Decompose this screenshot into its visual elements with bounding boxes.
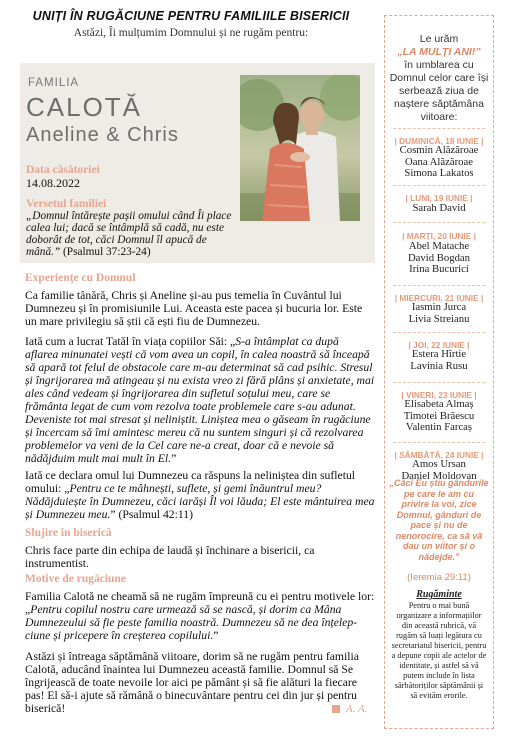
sidebar-quote: „Căci Eu știu gândurile pe care le am cu privire la voi, zice Domnul, gânduri de pace și nu de nenorocire, ca să vă dau un viitor și o nădejde.” [389,478,489,562]
experience-heading: Experiențe cu Domnul [25,272,136,284]
birthday-intro-line-1: Le urăm [419,33,459,45]
service-text: Chris face parte din echipa de laudă și închinare a bisericii, ca instrumentist. [25,544,315,570]
prayer-paragraph-2: Astăzi și întreaga săptămână viitoare, dorim să ne rugăm pentru familia Calotă, aducând înaintea lui Dumnezeu această familie. Domnul să Se îngrijească de toate nevoile lor aici pe pământ și să fie alături la fiecare pas! El să-i ajute să rămână o binecuvântare pentru cei din jur și pentru biserică! [25,650,359,715]
experience-p2-lead: Iată cum a lucrat Tatăl în viața copiilor Săi: „ [25,335,236,348]
sidebar-divider [393,332,485,333]
family-verse-label: Versetul familiei [26,198,107,210]
page-subtitle: Astăzi, Îi mulțumim Domnului și ne rugăm pentru: [73,27,309,39]
prayer-p1-end: ” [213,629,219,642]
birthday-day: | DUMINICĂ, 18 IUNIE | [394,136,484,146]
prayer-paragraph-1 [25,590,375,642]
sidebar-divider [393,442,485,443]
page-title: UNIȚI ÎN RUGĂCIUNE PENTRU FAMILIILE BISERICII [32,9,350,23]
sidebar-divider [393,185,485,186]
birthday-intro [385,33,493,124]
birthday-names: Amos Ursan Daniel Moldovan [401,458,477,482]
birthday-names: Sarah David [412,202,466,214]
service-heading: Slujire în biserică [25,527,112,539]
birthday-day: | JOI, 22 IUNIE | [408,340,470,350]
experience-p3-quote: Pentru ce te mâhnești, suflete, și gemi înăuntrul meu? Nădăjduiește în Dumnezeu, căci iarăși Îl voi lăuda; El este mântuirea mea și Dumnezeu meu. [25,482,375,521]
requests-title: Rugăminte [416,589,462,600]
birthday-names: Cosmin Alăzăroae Oana Alăzăroae Simona Lakatos [399,144,479,179]
family-verse-ref: (Psalmul 37:23-24) [63,246,151,258]
sidebar-divider [393,382,485,383]
square-icon [332,705,340,713]
experience-paragraph-3 [25,469,375,521]
experience-paragraph-1: Ca familie tânără, Chris și Aneline și-au pus temelia în Cuvântul lui Dumnezeu și în promisiunile Lui. Aceasta este pacea și bucuria lor. Este un mare privilegiu să știi că ești fiu de Dumnezeu. [25,289,363,328]
sidebar-divider [393,285,485,286]
experience-p3-end: ” (Psalmul 42:11) [110,508,194,521]
sidebar-divider [393,222,485,223]
birthday-day: | VINERI, 23 IUNIE | [401,390,477,400]
prayer-p1-quote: Pentru copilul nostru care urmează să se nască, și dorim ca Mâna Dumnezeului să fie peste familia noastră. Dumnezeu să ne dea înțelep-ciune și pricepere în creșterea copilului. [25,603,358,642]
prayer-heading: Motive de rugăciune [25,573,126,585]
birthday-names: Abel Matache David Bogdan Irina Bucurici [407,240,471,275]
experience-paragraph-2 [25,335,375,465]
birthday-day: | MIERCURI, 21 IUNIE | [394,293,484,303]
birthday-day: | MARȚI, 20 IUNIE | [402,231,476,241]
prayer-p1-lead: Familia Calotă ne cheamă să ne rugăm împreună cu ei pentru motivele lor: „ [25,590,375,616]
experience-p3-lead: Iată ce declara omul lui Dumnezeu ca răspuns la neliniștea din sufletul omului: „ [25,469,356,495]
birthday-names: Estera Hîrtie Lavinia Rusu [410,348,468,372]
family-verse [26,210,241,258]
experience-p2-quote: S-a întâmplat ca după aflarea minunatei vești că vom avea un copil, în calea noastră să înceapă să apară tot felul de obstacole care m-au determinat să cad psihic. Stresul și îngrijorarea mă atingeau și nu exista vreo zi fără plâns și anxietate, mai ales când vedeam și îngrijorarea din sufletul soțului meu, care se frământa legat de cum vom rezolva toate problemele care s-au adunat. Deveniste tot mai stresat și neliniștit. Liniștea mea o găseam în rugăciune și încercam să îmi amintesc mereu că nu suntem singuri și că rezolvarea problemelor va veni de la Cel care ne-a creat, doar că e nevoie să nădăjduim mult mai mult în El. [25,335,375,465]
birthday-intro-line-2: în umblarea cu Domnul celor care își serbează ziua de naștere săptămâna viitoare: [389,59,489,123]
birthday-names: Iasmin Jurca Livia Streianu [408,301,470,325]
birthdays-sidebar [384,15,494,729]
family-members: Aneline & Chris [26,124,179,146]
sidebar-divider [393,128,485,129]
marriage-date: 14.08.2022 [26,176,80,190]
family-photo [240,75,360,221]
experience-p2-end: ” [171,452,177,465]
requests-text: Pentru o mai bună organizare a informațiilor din această rubrică, vă rugăm să luați legătura cu secretariatul bisericii, pentru a depune copii ale actelor de identitate, și astfel să vă putem include în lista sărbătoriților săptămânii și să evităm erorile. [391,601,487,700]
birthday-wish: „LA MULȚI ANI!” [397,46,481,58]
author-initials [332,703,368,715]
family-verse-text: „Domnul întărește pașii omului când Îi place calea lui; dacă se întâmplă să cadă, nu este doborât de tot, căci Domnul îl apucă de mână.” [26,210,232,258]
author-initials-text: A. A. [346,703,368,715]
marriage-date-label: Data căsătoriei [26,164,100,176]
birthday-day: | LUNI, 19 IUNIE | [405,193,473,203]
sidebar-quote-ref: (Ieremia 29:11) [407,572,471,583]
family-name: CALOTĂ [26,92,143,122]
birthday-day: | SÂMBĂTĂ, 24 IUNIE | [394,450,484,460]
birthday-names: Elisabeta Almaș Timotei Brăescu Valentin Farcaș [403,398,475,433]
family-label: FAMILIA [28,77,80,89]
family-card [20,63,375,263]
